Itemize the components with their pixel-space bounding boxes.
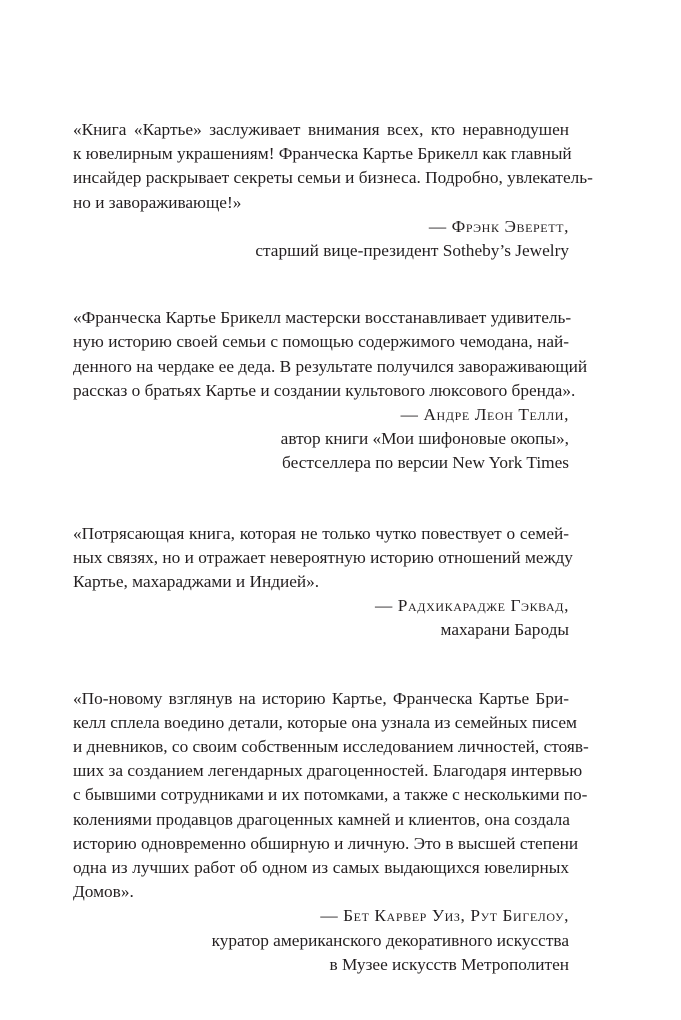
quote-line: ных связях, но и отражает невероятную историю отношений между [73, 547, 573, 567]
blurb-quote [73, 118, 593, 215]
blurb-attribution [73, 594, 569, 642]
quote-line: «Потрясающая книга, которая не только чутко повествует о семей- [73, 523, 569, 543]
blurb-attribution [73, 403, 569, 476]
blurb-quote [73, 306, 588, 403]
blurb-attribution [73, 904, 569, 977]
quote-line: но и завораживающе!» [73, 192, 242, 212]
author-role: автор книги «Мои шифоновые окопы», [280, 429, 569, 449]
blurb-quote [73, 687, 589, 905]
quote-line: Домов». [73, 882, 134, 902]
blurb-talley [73, 306, 588, 475]
quote-line: «Франческа Картье Брикелл мастерски восстанавливает удивитель- [73, 308, 572, 328]
quote-line: колениями продавцов драгоценных камней и клиентов, она создала [73, 809, 570, 829]
author-role: куратор американского декоративного искусства [211, 930, 569, 950]
quote-line: ную историю своей семьи с помощью содержимого чемодана, най- [73, 332, 569, 352]
praise-page [73, 118, 593, 1020]
quote-line: к ювелирным украшениям! Франческа Картье Брикелл как главный [73, 144, 572, 164]
quote-line: инсайдер раскрывает секреты семьи и бизнеса. Подробно, увлекатель- [73, 168, 593, 188]
quote-line: «Книга «Картье» заслуживает внимания всех, кто неравнодушен [73, 120, 569, 139]
author-name: — Радхикарадже Гэквад, [375, 596, 569, 616]
quote-line: историю одновременно обширную и личную. Это в высшей степени [73, 833, 579, 853]
quote-line: рассказ о братьях Картье и создании культового люксового бренда». [73, 380, 576, 400]
blurb-everett [73, 118, 593, 263]
quote-line: Картье, махараджами и Индией». [73, 572, 320, 592]
author-role: махарани Бароды [440, 620, 569, 640]
author-name: — Фрэнк Эверетт, [428, 216, 569, 236]
quote-line: ших за созданием легендарных драгоценностей. Благодаря интервью [73, 761, 583, 781]
quote-line: денного на чердаке ее деда. В результате получился завораживающий [73, 356, 588, 376]
blurb-attribution [73, 215, 569, 263]
quote-line: келл сплела воедино детали, которые она узнала из семейных писем [73, 712, 577, 732]
quote-line: и дневников, со своим собственным исследованием личностей, стояв- [73, 737, 589, 757]
author-name: — Андре Леон Телли, [400, 405, 569, 425]
blurb-quote [73, 522, 573, 595]
quote-line: «По-новому взглянув на историю Картье, Франческа Картье Бри- [73, 688, 569, 708]
author-name: — Бет Карвер Уиз, Рут Бигелоу, [320, 906, 569, 926]
quote-line: с бывшими сотрудниками и их потомками, а также с несколькими по- [73, 785, 588, 805]
blurb-wiese-bigelow [73, 687, 589, 977]
author-role: бестселлера по версии New York Times [282, 453, 569, 473]
author-role: в Музее искусств Метрополитен [329, 954, 569, 974]
quote-line: одна из лучших работ об одном из самых выдающихся ювелирных [73, 858, 569, 878]
blurb-gaekwad [73, 522, 573, 643]
author-role: старший вице-президент Sotheby’s Jewelry [255, 241, 569, 261]
